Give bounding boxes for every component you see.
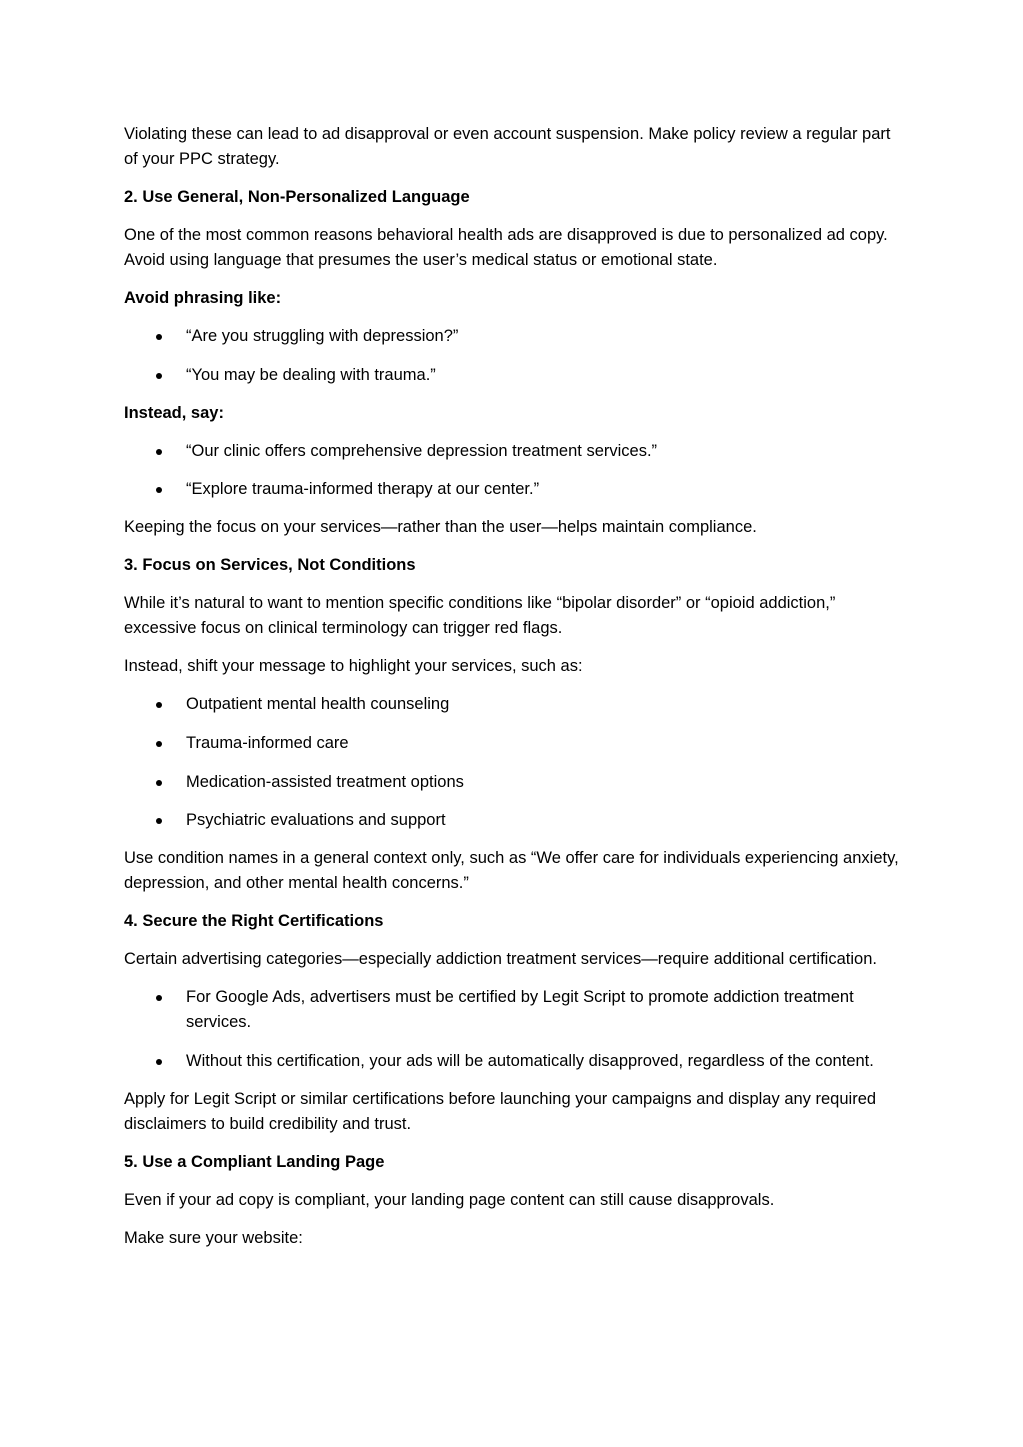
paragraph-make-sure: Make sure your website:	[124, 1229, 303, 1248]
list-item	[124, 439, 904, 464]
list-item-text: Psychiatric evaluations and support	[186, 811, 446, 830]
bullet-icon	[156, 741, 162, 747]
list-item	[124, 770, 904, 795]
paragraph-focus: Keeping the focus on your services—rather than the user—helps maintain compliance.	[124, 518, 757, 537]
list-item-text: For Google Ads, advertisers must be certified by Legit Script to promote addiction treatment services.	[186, 988, 854, 1032]
list-item-text: Without this certification, your ads will be automatically disapproved, regardless of the content.	[186, 1052, 874, 1071]
list-item-text: Medication-assisted treatment options	[186, 772, 464, 791]
instead-say-label: Instead, say:	[124, 403, 224, 422]
document-page	[124, 122, 904, 1264]
bullet-icon	[156, 1059, 162, 1065]
avoid-phrasing-label: Avoid phrasing like:	[124, 289, 282, 307]
list-item-text: Outpatient mental health counseling	[186, 695, 450, 714]
certification-list	[124, 985, 904, 1074]
section-heading-2: 2. Use General, Non-Personalized Language	[124, 188, 470, 206]
list-item	[124, 477, 904, 502]
list-item	[124, 1049, 904, 1074]
section-heading-3: 3. Focus on Services, Not Conditions	[124, 556, 416, 575]
list-item-text: Trauma-informed care	[186, 734, 349, 753]
list-item-text: “You may be dealing with trauma.”	[186, 365, 436, 384]
list-item	[124, 985, 904, 1035]
avoid-phrasing-list	[124, 324, 904, 388]
list-item	[124, 808, 904, 833]
paragraph-section-4: Certain advertising categories—especially addiction treatment services—require additional certification.	[124, 950, 877, 969]
instead-say-list	[124, 439, 904, 503]
list-item-text: “Our clinic offers comprehensive depression treatment services.”	[186, 441, 658, 460]
bullet-icon	[156, 334, 162, 340]
paragraph-section-5: Even if your ad copy is compliant, your landing page content can still cause disapprovals.	[124, 1191, 775, 1210]
services-list	[124, 692, 904, 833]
section-heading-4: 4. Secure the Right Certifications	[124, 912, 384, 931]
bullet-icon	[156, 487, 162, 493]
bullet-icon	[156, 449, 162, 455]
bullet-icon	[156, 995, 162, 1001]
bullet-icon	[156, 780, 162, 786]
paragraph-intro: Violating these can lead to ad disapproval or even account suspension. Make policy review a regular part of your PPC strategy.	[124, 125, 891, 168]
list-item	[124, 324, 904, 349]
list-item-text: “Are you struggling with depression?”	[186, 327, 459, 345]
bullet-icon	[156, 702, 162, 708]
bullet-icon	[156, 373, 162, 379]
paragraph-shift: Instead, shift your message to highlight your services, such as:	[124, 657, 583, 676]
paragraph-condition-names: Use condition names in a general context only, such as “We offer care for individuals experiencing anxiety, depression, and other mental health concerns.”	[124, 849, 899, 893]
list-item	[124, 363, 904, 388]
bullet-icon	[156, 818, 162, 824]
list-item-text: “Explore trauma-informed therapy at our center.”	[186, 480, 540, 499]
paragraph-section-2: One of the most common reasons behavioral health ads are disapproved is due to personalized ad copy. Avoid using language that presumes the user’s medical status or emotional state.	[124, 226, 888, 269]
paragraph-section-3: While it’s natural to want to mention specific conditions like “bipolar disorder” or “opioid addiction,” excessive focus on clinical terminology can trigger red flags.	[124, 594, 836, 638]
list-item	[124, 731, 904, 756]
section-heading-5: 5. Use a Compliant Landing Page	[124, 1153, 385, 1172]
list-item	[124, 692, 904, 717]
paragraph-apply: Apply for Legit Script or similar certifications before launching your campaigns and display any required disclaimers to build credibility and trust.	[124, 1090, 877, 1134]
